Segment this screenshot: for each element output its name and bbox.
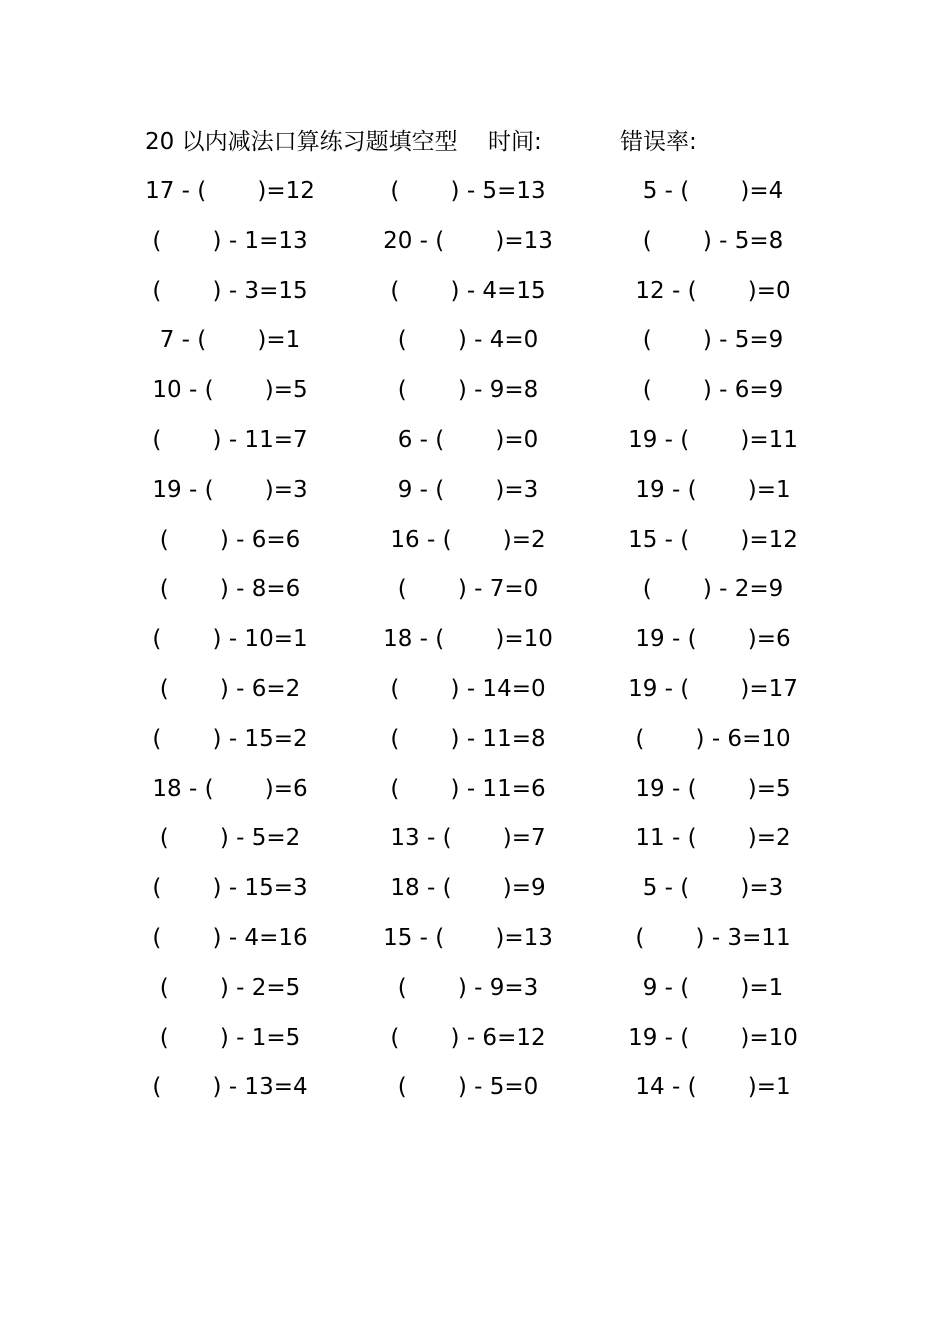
problem-item: 20 - ( )=13: [383, 227, 553, 254]
problem-row: [0, 968, 950, 1018]
problem-row: [0, 1067, 950, 1117]
problem-item: ( ) - 3=11: [635, 924, 791, 951]
problem-row: [0, 420, 950, 470]
problem-item: ( ) - 1=13: [152, 227, 308, 254]
problem-item: ( ) - 4=15: [390, 277, 546, 304]
problem-item: ( ) - 2=9: [642, 576, 784, 603]
problem-item: ( ) - 4=16: [152, 924, 308, 951]
problem-item: 18 - ( )=9: [390, 875, 546, 902]
problem-item: ( ) - 7=0: [397, 576, 539, 603]
problem-item: 5 - ( )=4: [642, 178, 784, 204]
problem-row: [0, 569, 950, 619]
problem-row: [0, 470, 950, 520]
problem-item: ( ) - 6=9: [642, 377, 784, 404]
problem-row: [0, 221, 950, 271]
problem-item: ( ) - 15=3: [152, 875, 308, 902]
problem-item: 10 - ( )=5: [152, 377, 308, 404]
problem-item: ( ) - 2=5: [159, 974, 301, 1001]
problem-row: [0, 669, 950, 719]
problem-item: ( ) - 5=2: [159, 825, 301, 852]
problem-item: ( ) - 6=6: [159, 526, 301, 553]
problem-item: ( ) - 1=5: [159, 1024, 301, 1051]
problem-item: 9 - ( )=3: [397, 476, 539, 503]
problem-row: [0, 719, 950, 769]
error-rate-label: 错误率:: [620, 129, 697, 155]
problem-row: [0, 171, 950, 221]
problem-item: 15 - ( )=13: [383, 924, 553, 951]
problem-item: 7 - ( )=1: [159, 327, 301, 354]
problem-item: 11 - ( )=2: [635, 825, 791, 852]
problem-item: ( ) - 14=0: [390, 675, 546, 702]
problem-row: [0, 271, 950, 321]
problem-item: 18 - ( )=6: [152, 775, 308, 802]
problem-item: ( ) - 9=8: [397, 377, 539, 404]
problem-item: 5 - ( )=3: [642, 875, 784, 902]
problem-row: [0, 1018, 950, 1068]
problem-item: 6 - ( )=0: [397, 426, 539, 453]
problem-row: [0, 918, 950, 968]
problem-item: ( ) - 5=8: [642, 227, 784, 254]
problem-row: [0, 520, 950, 570]
problem-item: 18 - ( )=10: [383, 626, 553, 653]
problem-item: 19 - ( )=10: [628, 1024, 798, 1051]
problem-row: [0, 868, 950, 918]
worksheet-header: [145, 124, 845, 160]
problem-item: ( ) - 6=2: [159, 675, 301, 702]
problem-item: ( ) - 11=8: [390, 725, 546, 752]
problem-grid: [0, 171, 950, 1117]
problem-item: ( ) - 15=2: [152, 725, 308, 752]
problem-item: 9 - ( )=1: [642, 974, 784, 1001]
problem-item: 19 - ( )=11: [628, 426, 798, 453]
problem-item: 19 - ( )=3: [152, 476, 308, 503]
problem-item: 19 - ( )=1: [635, 476, 791, 503]
problem-item: 14 - ( )=1: [635, 1074, 791, 1101]
problem-item: 19 - ( )=17: [628, 675, 798, 702]
worksheet-title: 20 以内减法口算练习题填空型: [145, 129, 458, 155]
problem-item: 19 - ( )=6: [635, 626, 791, 653]
problem-item: ( ) - 5=0: [397, 1074, 539, 1101]
problem-row: [0, 370, 950, 420]
problem-item: ( ) - 5=13: [390, 178, 546, 204]
problem-item: ( ) - 10=1: [152, 626, 308, 653]
problem-item: 17 - ( )=12: [145, 178, 315, 204]
problem-item: 15 - ( )=12: [628, 526, 798, 553]
problem-item: ( ) - 9=3: [397, 974, 539, 1001]
problem-item: 19 - ( )=5: [635, 775, 791, 802]
problem-item: 13 - ( )=7: [390, 825, 546, 852]
problem-item: ( ) - 3=15: [152, 277, 308, 304]
problem-row: [0, 818, 950, 868]
problem-item: ( ) - 6=10: [635, 725, 791, 752]
time-label: 时间:: [488, 129, 542, 155]
problem-item: ( ) - 4=0: [397, 327, 539, 354]
problem-row: [0, 769, 950, 819]
problem-item: ( ) - 11=6: [390, 775, 546, 802]
problem-row: [0, 619, 950, 669]
problem-item: ( ) - 6=12: [390, 1024, 546, 1051]
problem-item: ( ) - 5=9: [642, 327, 784, 354]
problem-item: ( ) - 8=6: [159, 576, 301, 603]
problem-item: ( ) - 11=7: [152, 426, 308, 453]
problem-item: ( ) - 13=4: [152, 1074, 308, 1101]
problem-item: 16 - ( )=2: [390, 526, 546, 553]
problem-item: 12 - ( )=0: [635, 277, 791, 304]
problem-row: [0, 320, 950, 370]
